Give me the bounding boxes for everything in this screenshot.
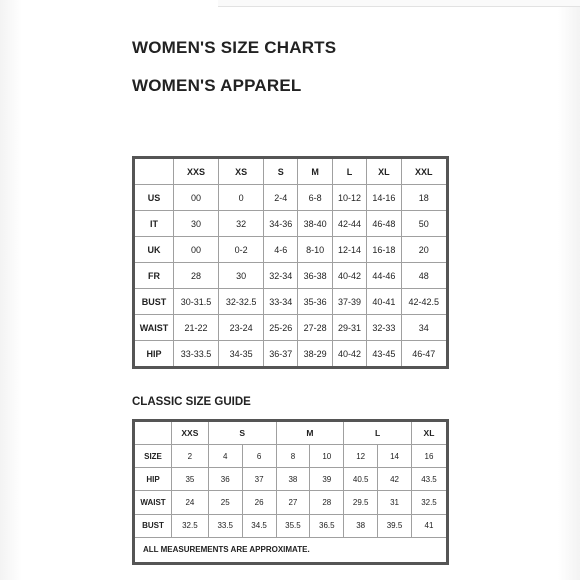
table-cell: 50 <box>401 211 448 237</box>
column-header: XXS <box>174 158 219 185</box>
column-header: XXL <box>401 158 448 185</box>
row-header: WAIST <box>134 315 174 341</box>
table-cell: 23-24 <box>219 315 264 341</box>
page-title: WOMEN'S SIZE CHARTS <box>132 38 337 57</box>
table-cell: 40-42 <box>332 341 366 368</box>
table-cell: 38-29 <box>298 341 332 368</box>
table-cell: 37-39 <box>332 289 366 315</box>
table-cell: 33-34 <box>264 289 298 315</box>
table-cell: 8 <box>276 445 310 468</box>
table-row <box>134 315 448 341</box>
table-cell: 20 <box>401 237 448 263</box>
table-row <box>134 263 448 289</box>
table-cell: 16-18 <box>367 237 401 263</box>
table-row <box>134 341 448 368</box>
table-cell: 0 <box>219 185 264 211</box>
table-cell: 30 <box>174 211 219 237</box>
corner-cell <box>134 158 174 185</box>
table-cell: 27-28 <box>298 315 332 341</box>
row-header: IT <box>134 211 174 237</box>
row-header: HIP <box>134 468 172 491</box>
table-cell: 24 <box>172 491 209 514</box>
table-cell: 42 <box>378 468 412 491</box>
table-cell: 28 <box>174 263 219 289</box>
apparel-size-table <box>132 156 449 369</box>
table-cell: 38 <box>344 514 378 537</box>
table-cell: 38 <box>276 468 310 491</box>
table-cell: 32.5 <box>172 514 209 537</box>
table-cell: 36.5 <box>310 514 344 537</box>
table-cell: 44-46 <box>367 263 401 289</box>
table-row <box>134 445 448 468</box>
table-row <box>134 514 448 537</box>
table-row <box>134 468 448 491</box>
table-cell: 29-31 <box>332 315 366 341</box>
table-cell: 4 <box>208 445 242 468</box>
table-cell: 38-40 <box>298 211 332 237</box>
table-cell: 46-48 <box>367 211 401 237</box>
table-cell: 12 <box>344 445 378 468</box>
row-header: SIZE <box>134 445 172 468</box>
size-group-header: M <box>276 421 344 445</box>
table-cell: 32.5 <box>411 491 447 514</box>
table-cell: 43.5 <box>411 468 447 491</box>
classic-size-guide-title: CLASSIC SIZE GUIDE <box>132 396 251 408</box>
table-cell: 32 <box>219 211 264 237</box>
table-cell: 36-38 <box>298 263 332 289</box>
table-cell: 31 <box>378 491 412 514</box>
row-header: WAIST <box>134 491 172 514</box>
classic-size-table <box>132 419 449 565</box>
column-header: S <box>264 158 298 185</box>
table-header-row <box>134 158 448 185</box>
table-cell: 14 <box>378 445 412 468</box>
table-cell: 25-26 <box>264 315 298 341</box>
table-cell: 21-22 <box>174 315 219 341</box>
table-cell: 4-6 <box>264 237 298 263</box>
table-cell: 34.5 <box>242 514 276 537</box>
column-header: XL <box>367 158 401 185</box>
note-row <box>134 537 448 563</box>
table-cell: 42-44 <box>332 211 366 237</box>
table-cell: 16 <box>411 445 447 468</box>
table-cell: 30-31.5 <box>174 289 219 315</box>
table-cell: 32-33 <box>367 315 401 341</box>
measurement-note: ALL MEASUREMENTS ARE APPROXIMATE. <box>134 537 448 563</box>
table-cell: 00 <box>174 237 219 263</box>
table-cell: 46-47 <box>401 341 448 368</box>
size-group-header: XL <box>411 421 447 445</box>
table-cell: 6-8 <box>298 185 332 211</box>
table-cell: 41 <box>411 514 447 537</box>
table-cell: 48 <box>401 263 448 289</box>
table-cell: 39 <box>310 468 344 491</box>
size-group-header: L <box>344 421 412 445</box>
table-row <box>134 491 448 514</box>
table-cell: 40-42 <box>332 263 366 289</box>
top-strip <box>218 0 580 7</box>
row-header: US <box>134 185 174 211</box>
table-cell: 32-32.5 <box>219 289 264 315</box>
size-group-header: XXS <box>172 421 209 445</box>
table-cell: 39.5 <box>378 514 412 537</box>
size-group-header: S <box>208 421 276 445</box>
table-header-row <box>134 421 448 445</box>
column-header: L <box>332 158 366 185</box>
table-cell: 14-16 <box>367 185 401 211</box>
table-cell: 40.5 <box>344 468 378 491</box>
table-cell: 34-35 <box>219 341 264 368</box>
table-cell: 8-10 <box>298 237 332 263</box>
table-row <box>134 237 448 263</box>
table-cell: 42-42.5 <box>401 289 448 315</box>
row-header: FR <box>134 263 174 289</box>
table-cell: 33.5 <box>208 514 242 537</box>
table-cell: 36 <box>208 468 242 491</box>
row-header: BUST <box>134 289 174 315</box>
table-cell: 30 <box>219 263 264 289</box>
corner-cell <box>134 421 172 445</box>
column-header: M <box>298 158 332 185</box>
table-cell: 12-14 <box>332 237 366 263</box>
table-cell: 18 <box>401 185 448 211</box>
row-header: UK <box>134 237 174 263</box>
table-cell: 6 <box>242 445 276 468</box>
table-cell: 35 <box>172 468 209 491</box>
table-cell: 26 <box>242 491 276 514</box>
table-cell: 00 <box>174 185 219 211</box>
table-cell: 36-37 <box>264 341 298 368</box>
table-row <box>134 211 448 237</box>
table-cell: 10 <box>310 445 344 468</box>
table-cell: 33-33.5 <box>174 341 219 368</box>
table-cell: 35-36 <box>298 289 332 315</box>
table-row <box>134 289 448 315</box>
table-cell: 32-34 <box>264 263 298 289</box>
table-row <box>134 185 448 211</box>
row-header: HIP <box>134 341 174 368</box>
table-cell: 25 <box>208 491 242 514</box>
row-header: BUST <box>134 514 172 537</box>
table-cell: 10-12 <box>332 185 366 211</box>
table-cell: 43-45 <box>367 341 401 368</box>
page-subtitle: WOMEN'S APPAREL <box>132 76 302 95</box>
table-cell: 27 <box>276 491 310 514</box>
table-cell: 28 <box>310 491 344 514</box>
table-cell: 2-4 <box>264 185 298 211</box>
column-header: XS <box>219 158 264 185</box>
table-cell: 37 <box>242 468 276 491</box>
table-cell: 40-41 <box>367 289 401 315</box>
table-cell: 2 <box>172 445 209 468</box>
table-cell: 0-2 <box>219 237 264 263</box>
table-cell: 35.5 <box>276 514 310 537</box>
table-cell: 34-36 <box>264 211 298 237</box>
table-cell: 29.5 <box>344 491 378 514</box>
table-cell: 34 <box>401 315 448 341</box>
